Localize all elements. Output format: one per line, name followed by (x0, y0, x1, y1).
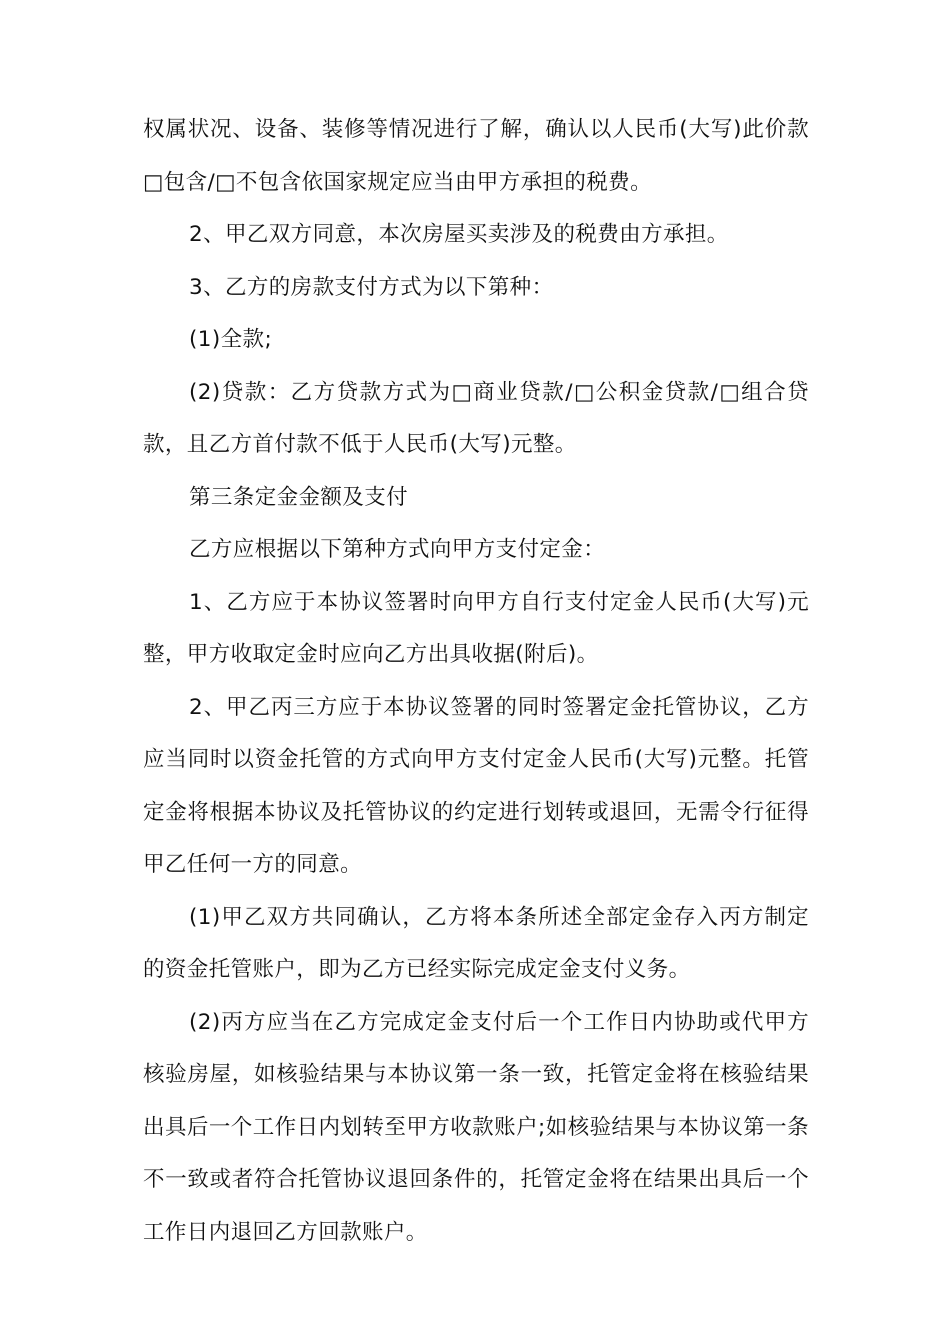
paragraph-deposit-option-1: 1、乙方应于本协议签署时向甲方自行支付定金人民币(大写)元整，甲方收取定金时应向乙方出具收据(附后)。 (143, 589, 809, 667)
paragraph-loan-payment: (2)贷款：乙方贷款方式为□商业贷款/□公积金贷款/□组合贷款，且乙方首付款不低于人民币(大写)元整。 (143, 379, 809, 457)
document-body (143, 104, 809, 1259)
paragraph-escrow-verify: (2)丙方应当在乙方完成定金支付后一个工作日内协助或代甲方核验房屋，如核验结果与本协议第一条一致，托管定金将在核验结果出具后一个工作日内划转至甲方收款账户;如核验结果与本协议第一条不一致或者符合托管协议退回条件的，托管定金将在结果出具后一个工作日内退回乙方回款账户。 (143, 1009, 809, 1245)
paragraph-escrow-confirm: (1)甲乙双方共同确认，乙方将本条所述全部定金存入丙方制定的资金托管账户，即为乙方已经实际完成定金支付义务。 (143, 904, 809, 982)
paragraph-deposit-intro: 乙方应根据以下第种方式向甲方支付定金： (189, 537, 606, 562)
paragraph-tax-clause: 2、甲乙双方同意，本次房屋买卖涉及的税费由方承担。 (189, 222, 729, 247)
paragraph-deposit-option-2: 2、甲乙丙三方应于本协议签署的同时签署定金托管协议，乙方应当同时以资金托管的方式向甲方支付定金人民币(大写)元整。托管定金将根据本协议及托管协议的约定进行划转或退回，无需令行征得甲乙任何一方的同意。 (143, 694, 809, 877)
paragraph-payment-method: 3、乙方的房款支付方式为以下第种： (189, 274, 554, 300)
section-heading-deposit: 第三条定金金额及支付 (189, 484, 409, 510)
paragraph-full-payment: (1)全款; (189, 327, 273, 352)
paragraph-continuation: 权属状况、设备、装修等情况进行了解，确认以人民币(大写)此价款□包含/□不包含依国家规定应当由甲方承担的税费。 (143, 117, 809, 195)
